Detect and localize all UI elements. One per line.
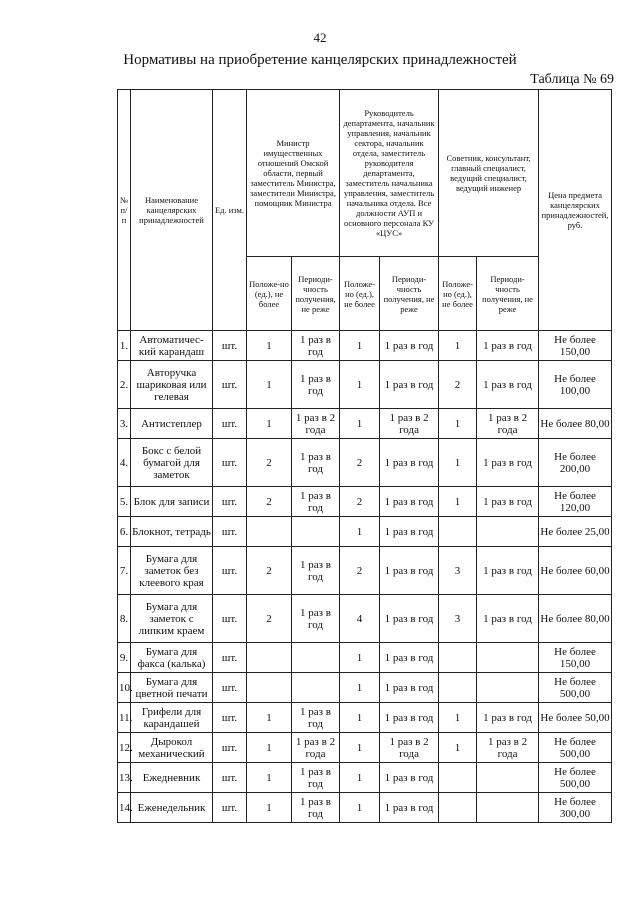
- col-header-num: № п/п: [118, 90, 131, 331]
- cell-qty-head: 1: [340, 361, 380, 409]
- table-row: [118, 703, 612, 733]
- cell-qty-minister: [247, 517, 292, 547]
- cell-price: Не более 120,00: [539, 487, 612, 517]
- cell-price: Не более 200,00: [539, 439, 612, 487]
- cell-freq-head: 1 раз в год: [380, 643, 439, 673]
- cell-unit: шт.: [213, 547, 247, 595]
- cell-name: Еженедельник: [131, 793, 213, 823]
- cell-freq-advisor: 1 раз в 2 года: [477, 733, 539, 763]
- cell-qty-minister: 1: [247, 793, 292, 823]
- cell-freq-advisor: [477, 673, 539, 703]
- table-row: [118, 673, 612, 703]
- cell-number: 5.: [118, 487, 131, 517]
- cell-qty-head: 2: [340, 439, 380, 487]
- cell-unit: шт.: [213, 703, 247, 733]
- cell-freq-advisor: 1 раз в год: [477, 331, 539, 361]
- cell-number: 8.: [118, 595, 131, 643]
- table-label: Таблица № 69: [530, 72, 614, 87]
- cell-unit: шт.: [213, 331, 247, 361]
- cell-qty-head: 4: [340, 595, 380, 643]
- cell-qty-advisor: 3: [439, 595, 477, 643]
- cell-qty-head: 1: [340, 517, 380, 547]
- page-number: 42: [313, 30, 327, 45]
- cell-freq-advisor: [477, 763, 539, 793]
- cell-price: Не более 60,00: [539, 547, 612, 595]
- cell-number: 10.: [118, 673, 131, 703]
- cell-price: Не более 100,00: [539, 361, 612, 409]
- cell-unit: шт.: [213, 409, 247, 439]
- cell-freq-minister: 1 раз в год: [292, 439, 340, 487]
- cell-freq-head: 1 раз в год: [380, 331, 439, 361]
- col-header-unit: Ед. изм.: [213, 90, 247, 331]
- cell-name: Ежедневник: [131, 763, 213, 793]
- cell-name: Бумага для факса (калька): [131, 643, 213, 673]
- col-header-qty: Положе-но (ед.), не более: [247, 257, 292, 331]
- cell-unit: шт.: [213, 733, 247, 763]
- cell-qty-head: 1: [340, 733, 380, 763]
- cell-freq-head: 1 раз в год: [380, 595, 439, 643]
- table-row: [118, 361, 612, 409]
- cell-number: 14.: [118, 793, 131, 823]
- cell-freq-head: 1 раз в год: [380, 673, 439, 703]
- cell-freq-advisor: 1 раз в год: [477, 703, 539, 733]
- cell-unit: шт.: [213, 595, 247, 643]
- table-row: [118, 409, 612, 439]
- norms-table: [117, 89, 612, 823]
- cell-number: 11.: [118, 703, 131, 733]
- cell-name: Антистеплер: [131, 409, 213, 439]
- cell-name: Грифели для карандашей: [131, 703, 213, 733]
- cell-price: Не более 500,00: [539, 733, 612, 763]
- cell-qty-advisor: 1: [439, 331, 477, 361]
- cell-qty-head: 1: [340, 673, 380, 703]
- cell-qty-advisor: 1: [439, 703, 477, 733]
- cell-freq-head: 1 раз в год: [380, 487, 439, 517]
- cell-freq-advisor: 1 раз в год: [477, 595, 539, 643]
- cell-freq-minister: 1 раз в год: [292, 595, 340, 643]
- cell-qty-advisor: [439, 673, 477, 703]
- cell-freq-head: 1 раз в год: [380, 547, 439, 595]
- cell-qty-advisor: 1: [439, 487, 477, 517]
- cell-unit: шт.: [213, 763, 247, 793]
- cell-price: Не более 150,00: [539, 331, 612, 361]
- cell-qty-head: 1: [340, 703, 380, 733]
- cell-qty-head: 1: [340, 793, 380, 823]
- cell-freq-minister: 1 раз в год: [292, 547, 340, 595]
- cell-qty-minister: 2: [247, 487, 292, 517]
- cell-name: Дырокол механический: [131, 733, 213, 763]
- cell-freq-advisor: 1 раз в год: [477, 487, 539, 517]
- col-header-price: Цена предмета канцелярских принадлежностей, руб.: [539, 90, 612, 331]
- cell-unit: шт.: [213, 793, 247, 823]
- table-row: [118, 547, 612, 595]
- cell-freq-minister: 1 раз в 2 года: [292, 733, 340, 763]
- cell-number: 2.: [118, 361, 131, 409]
- col-header-qty: Положе-но (ед.), не более: [340, 257, 380, 331]
- cell-number: 13.: [118, 763, 131, 793]
- cell-qty-minister: 1: [247, 331, 292, 361]
- cell-number: 4.: [118, 439, 131, 487]
- cell-freq-minister: 1 раз в год: [292, 331, 340, 361]
- cell-qty-minister: 2: [247, 439, 292, 487]
- cell-name: Авторучка шариковая или гелевая: [131, 361, 213, 409]
- cell-freq-advisor: [477, 643, 539, 673]
- cell-freq-head: 1 раз в 2 года: [380, 733, 439, 763]
- cell-qty-minister: 1: [247, 703, 292, 733]
- cell-unit: шт.: [213, 517, 247, 547]
- cell-freq-minister: 1 раз в год: [292, 703, 340, 733]
- cell-name: Автоматичес-кий карандаш: [131, 331, 213, 361]
- cell-freq-head: 1 раз в год: [380, 517, 439, 547]
- cell-qty-advisor: [439, 763, 477, 793]
- cell-name: Блок для записи: [131, 487, 213, 517]
- cell-price: Не более 500,00: [539, 763, 612, 793]
- cell-qty-head: 1: [340, 331, 380, 361]
- cell-freq-minister: 1 раз в год: [292, 487, 340, 517]
- cell-name: Бумага для заметок без клеевого края: [131, 547, 213, 595]
- cell-qty-head: 1: [340, 409, 380, 439]
- table-row: [118, 733, 612, 763]
- cell-price: Не более 25,00: [539, 517, 612, 547]
- cell-name: Бумага для цветной печати: [131, 673, 213, 703]
- table-body: [118, 331, 612, 823]
- cell-number: 12.: [118, 733, 131, 763]
- table-row: [118, 595, 612, 643]
- col-header-freq: Периоди-чность получения, не реже: [292, 257, 340, 331]
- cell-freq-minister: [292, 673, 340, 703]
- table-row: [118, 517, 612, 547]
- cell-qty-head: 2: [340, 547, 380, 595]
- table-row: [118, 439, 612, 487]
- cell-freq-advisor: 1 раз в 2 года: [477, 409, 539, 439]
- cell-freq-head: 1 раз в год: [380, 763, 439, 793]
- cell-freq-advisor: [477, 517, 539, 547]
- cell-unit: шт.: [213, 643, 247, 673]
- cell-qty-minister: 1: [247, 361, 292, 409]
- cell-qty-minister: 2: [247, 547, 292, 595]
- table-row: [118, 763, 612, 793]
- cell-qty-minister: 1: [247, 733, 292, 763]
- cell-unit: шт.: [213, 361, 247, 409]
- cell-freq-head: 1 раз в 2 года: [380, 409, 439, 439]
- cell-qty-minister: [247, 673, 292, 703]
- cell-qty-advisor: [439, 517, 477, 547]
- cell-name: Бумага для заметок с липким краем: [131, 595, 213, 643]
- cell-number: 3.: [118, 409, 131, 439]
- document-title: Нормативы на приобретение канцелярских принадлежностей: [123, 52, 517, 68]
- cell-name: Блокнот, тетрадь: [131, 517, 213, 547]
- cell-freq-advisor: 1 раз в год: [477, 361, 539, 409]
- cell-price: Не более 80,00: [539, 595, 612, 643]
- cell-qty-advisor: 2: [439, 361, 477, 409]
- cell-qty-minister: [247, 643, 292, 673]
- cell-qty-head: 1: [340, 643, 380, 673]
- cell-freq-minister: [292, 643, 340, 673]
- cell-freq-advisor: 1 раз в год: [477, 547, 539, 595]
- col-header-name: Наименование канцелярских принадлежностей: [131, 90, 213, 331]
- cell-qty-advisor: 1: [439, 439, 477, 487]
- cell-freq-advisor: [477, 793, 539, 823]
- cell-name: Бокс с белой бумагой для заметок: [131, 439, 213, 487]
- col-header-freq: Периоди-чность получения, не реже: [380, 257, 439, 331]
- cell-freq-head: 1 раз в год: [380, 361, 439, 409]
- col-header-group-advisor: Советник, консультант, главный специалист, ведущий специалист, ведущий инженер: [439, 90, 539, 257]
- table-row: [118, 487, 612, 517]
- cell-number: 1.: [118, 331, 131, 361]
- cell-freq-advisor: 1 раз в год: [477, 439, 539, 487]
- cell-price: Не более 300,00: [539, 793, 612, 823]
- cell-freq-head: 1 раз в год: [380, 793, 439, 823]
- cell-number: 6.: [118, 517, 131, 547]
- cell-qty-minister: 1: [247, 409, 292, 439]
- cell-qty-advisor: [439, 643, 477, 673]
- cell-qty-advisor: 1: [439, 409, 477, 439]
- cell-freq-head: 1 раз в год: [380, 703, 439, 733]
- cell-qty-head: 1: [340, 763, 380, 793]
- cell-qty-minister: 1: [247, 763, 292, 793]
- col-header-group-head: Руководитель департамента, начальник управления, начальник сектора, начальник отдела, заместитель руководителя департамента, заместитель начальника управления, заместитель начальника отдела. Все должности АУП и основного персонала КУ «ЦУС»: [340, 90, 439, 257]
- col-header-qty: Положе-но (ед.), не более: [439, 257, 477, 331]
- cell-freq-minister: [292, 517, 340, 547]
- cell-unit: шт.: [213, 439, 247, 487]
- cell-qty-advisor: 1: [439, 733, 477, 763]
- cell-price: Не более 80,00: [539, 409, 612, 439]
- cell-freq-head: 1 раз в год: [380, 439, 439, 487]
- col-header-freq: Периоди-чность получения, не реже: [477, 257, 539, 331]
- cell-freq-minister: 1 раз в год: [292, 361, 340, 409]
- cell-unit: шт.: [213, 487, 247, 517]
- col-header-group-minister: Министр имущественных отношений Омской области, первый заместитель Министра, заместители Министра, помощник Министра: [247, 90, 340, 257]
- table-header-row: [118, 90, 612, 257]
- cell-freq-minister: 1 раз в год: [292, 763, 340, 793]
- table-row: [118, 793, 612, 823]
- cell-price: Не более 500,00: [539, 673, 612, 703]
- cell-unit: шт.: [213, 673, 247, 703]
- cell-price: Не более 150,00: [539, 643, 612, 673]
- cell-number: 7.: [118, 547, 131, 595]
- cell-number: 9.: [118, 643, 131, 673]
- table-row: [118, 331, 612, 361]
- cell-price: Не более 50,00: [539, 703, 612, 733]
- cell-qty-head: 2: [340, 487, 380, 517]
- cell-qty-minister: 2: [247, 595, 292, 643]
- cell-qty-advisor: 3: [439, 547, 477, 595]
- cell-freq-minister: 1 раз в год: [292, 793, 340, 823]
- table-row: [118, 643, 612, 673]
- cell-freq-minister: 1 раз в 2 года: [292, 409, 340, 439]
- cell-qty-advisor: [439, 793, 477, 823]
